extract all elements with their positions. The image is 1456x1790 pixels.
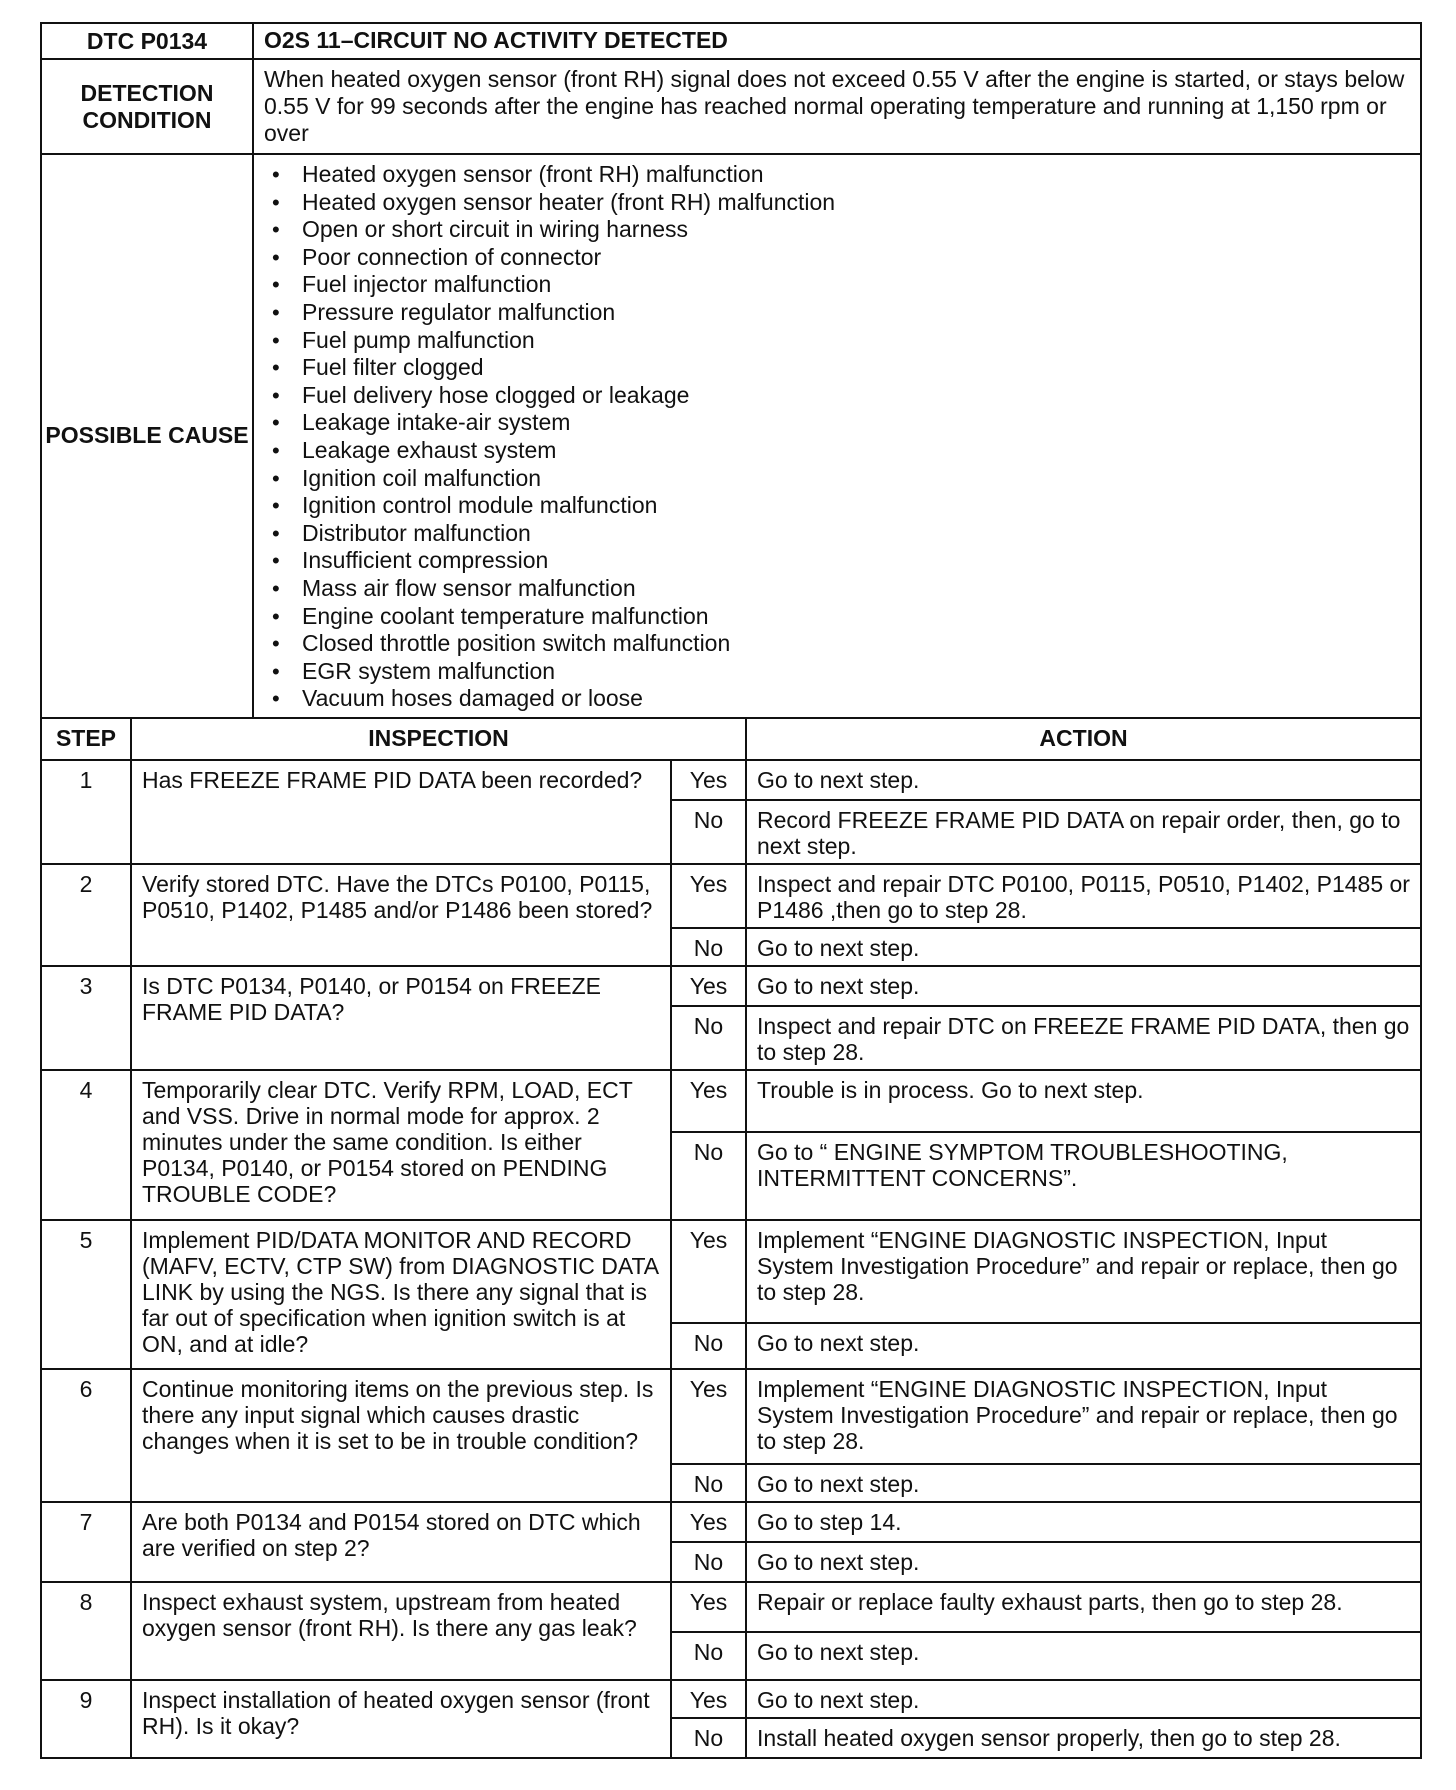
cause-item: • EGR system malfunction	[264, 658, 1410, 686]
no-action: Go to “ ENGINE SYMPTOM TROUBLESHOOTING, INTERMITTENT CONCERNS”.	[746, 1132, 1421, 1220]
no-label: No	[671, 800, 746, 864]
step-row	[41, 1680, 1421, 1718]
step-inspection: Verify stored DTC. Have the DTCs P0100, P0115, P0510, P1402, P1485 and/or P1486 been stored?	[131, 864, 671, 966]
step-row	[41, 1369, 1421, 1464]
cause-item: • Heated oxygen sensor (front RH) malfunction	[264, 161, 1410, 189]
possible-cause-label: POSSIBLE CAUSE	[41, 154, 253, 718]
cause-item: • Open or short circuit in wiring harness	[264, 216, 1410, 244]
step-inspection: Is DTC P0134, P0140, or P0154 on FREEZE FRAME PID DATA?	[131, 966, 671, 1070]
column-header-step: STEP	[41, 718, 131, 760]
dtc-header-table	[40, 22, 1422, 719]
yes-action: Implement “ENGINE DIAGNOSTIC INSPECTION, Input System Investigation Procedure” and repair or replace, then go to step 28.	[746, 1220, 1421, 1323]
step-number: 9	[41, 1680, 131, 1758]
yes-action: Go to step 14.	[746, 1502, 1421, 1542]
detection-condition-text: When heated oxygen sensor (front RH) signal does not exceed 0.55 V after the engine is started, or stays below 0.55 V for 99 seconds after the engine has reached normal operating temperature and running at 1,150 rpm or over	[253, 59, 1421, 154]
step-row	[41, 1582, 1421, 1632]
step-row	[41, 760, 1421, 800]
yes-action: Go to next step.	[746, 966, 1421, 1006]
no-label: No	[671, 1718, 746, 1758]
step-number: 5	[41, 1220, 131, 1369]
cause-item: • Ignition control module malfunction	[264, 492, 1410, 520]
no-label: No	[671, 1132, 746, 1220]
no-action: Go to next step.	[746, 1542, 1421, 1582]
detection-condition-label: DETECTION CONDITION	[41, 59, 253, 154]
dtc-title: O2S 11–CIRCUIT NO ACTIVITY DETECTED	[253, 23, 1421, 59]
cause-item: • Ignition coil malfunction	[264, 465, 1410, 493]
yes-label: Yes	[671, 864, 746, 928]
cause-item: • Distributor malfunction	[264, 520, 1410, 548]
step-row	[41, 1070, 1421, 1132]
steps-table	[40, 717, 1422, 1759]
steps-body	[41, 760, 1421, 1758]
no-action: Go to next step.	[746, 928, 1421, 966]
step-number: 8	[41, 1582, 131, 1680]
no-label: No	[671, 1464, 746, 1502]
step-row	[41, 864, 1421, 928]
cause-item: • Vacuum hoses damaged or loose	[264, 685, 1410, 713]
cause-item: • Fuel delivery hose clogged or leakage	[264, 382, 1410, 410]
yes-label: Yes	[671, 1502, 746, 1542]
cause-item: • Fuel filter clogged	[264, 354, 1410, 382]
dtc-code: DTC P0134	[41, 23, 253, 59]
yes-action: Inspect and repair DTC P0100, P0115, P0510, P1402, P1485 or P1486 ,then go to step 28.	[746, 864, 1421, 928]
no-label: No	[671, 1542, 746, 1582]
step-inspection: Continue monitoring items on the previous step. Is there any input signal which causes drastic changes when it is set to be in trouble condition?	[131, 1369, 671, 1502]
cause-item: • Leakage exhaust system	[264, 437, 1410, 465]
step-number: 2	[41, 864, 131, 966]
yes-action: Go to next step.	[746, 760, 1421, 800]
yes-action: Go to next step.	[746, 1680, 1421, 1718]
yes-label: Yes	[671, 1070, 746, 1132]
column-header-action: ACTION	[746, 718, 1421, 760]
no-action: Install heated oxygen sensor properly, then go to step 28.	[746, 1718, 1421, 1758]
yes-label: Yes	[671, 760, 746, 800]
no-action: Inspect and repair DTC on FREEZE FRAME PID DATA, then go to step 28.	[746, 1006, 1421, 1070]
yes-action: Implement “ENGINE DIAGNOSTIC INSPECTION, Input System Investigation Procedure” and repair or replace, then go to step 28.	[746, 1369, 1421, 1464]
cause-item: • Engine coolant temperature malfunction	[264, 603, 1410, 631]
step-number: 3	[41, 966, 131, 1070]
step-inspection: Inspect exhaust system, upstream from heated oxygen sensor (front RH). Is there any gas leak?	[131, 1582, 671, 1680]
step-number: 6	[41, 1369, 131, 1502]
step-row	[41, 1220, 1421, 1323]
no-label: No	[671, 1323, 746, 1369]
possible-cause-list	[254, 155, 1420, 717]
no-label: No	[671, 1006, 746, 1070]
possible-cause-cell	[253, 154, 1421, 718]
diagnostic-document	[40, 22, 1420, 1759]
yes-label: Yes	[671, 1680, 746, 1718]
yes-action: Trouble is in process. Go to next step.	[746, 1070, 1421, 1132]
no-action: Go to next step.	[746, 1464, 1421, 1502]
no-action: Record FREEZE FRAME PID DATA on repair order, then, go to next step.	[746, 800, 1421, 864]
no-label: No	[671, 1632, 746, 1680]
column-header-inspection: INSPECTION	[131, 718, 746, 760]
yes-label: Yes	[671, 966, 746, 1006]
cause-item: • Mass air flow sensor malfunction	[264, 575, 1410, 603]
cause-item: • Heated oxygen sensor heater (front RH) malfunction	[264, 189, 1410, 217]
cause-item: • Leakage intake-air system	[264, 409, 1410, 437]
step-number: 7	[41, 1502, 131, 1582]
yes-label: Yes	[671, 1582, 746, 1632]
step-inspection: Temporarily clear DTC. Verify RPM, LOAD, ECT and VSS. Drive in normal mode for approx. 2 minutes under the same condition. Is either P0134, P0140, or P0154 stored on PENDING TROUBLE CODE?	[131, 1070, 671, 1220]
cause-item: • Pressure regulator malfunction	[264, 299, 1410, 327]
no-action: Go to next step.	[746, 1323, 1421, 1369]
cause-item: • Fuel pump malfunction	[264, 327, 1410, 355]
step-number: 4	[41, 1070, 131, 1220]
yes-label: Yes	[671, 1220, 746, 1323]
step-row	[41, 1502, 1421, 1542]
step-inspection: Inspect installation of heated oxygen sensor (front RH). Is it okay?	[131, 1680, 671, 1758]
no-label: No	[671, 928, 746, 966]
cause-item: • Closed throttle position switch malfunction	[264, 630, 1410, 658]
yes-action: Repair or replace faulty exhaust parts, then go to step 28.	[746, 1582, 1421, 1632]
cause-item: • Fuel injector malfunction	[264, 271, 1410, 299]
cause-item: • Insufficient compression	[264, 547, 1410, 575]
step-inspection: Are both P0134 and P0154 stored on DTC which are verified on step 2?	[131, 1502, 671, 1582]
step-number: 1	[41, 760, 131, 864]
no-action: Go to next step.	[746, 1632, 1421, 1680]
step-inspection: Has FREEZE FRAME PID DATA been recorded?	[131, 760, 671, 864]
step-row	[41, 966, 1421, 1006]
step-inspection: Implement PID/DATA MONITOR AND RECORD (MAFV, ECTV, CTP SW) from DIAGNOSTIC DATA LINK by using the NGS. Is there any signal that is far out of specification when ignition switch is at ON, and at idle?	[131, 1220, 671, 1369]
yes-label: Yes	[671, 1369, 746, 1464]
cause-item: • Poor connection of connector	[264, 244, 1410, 272]
